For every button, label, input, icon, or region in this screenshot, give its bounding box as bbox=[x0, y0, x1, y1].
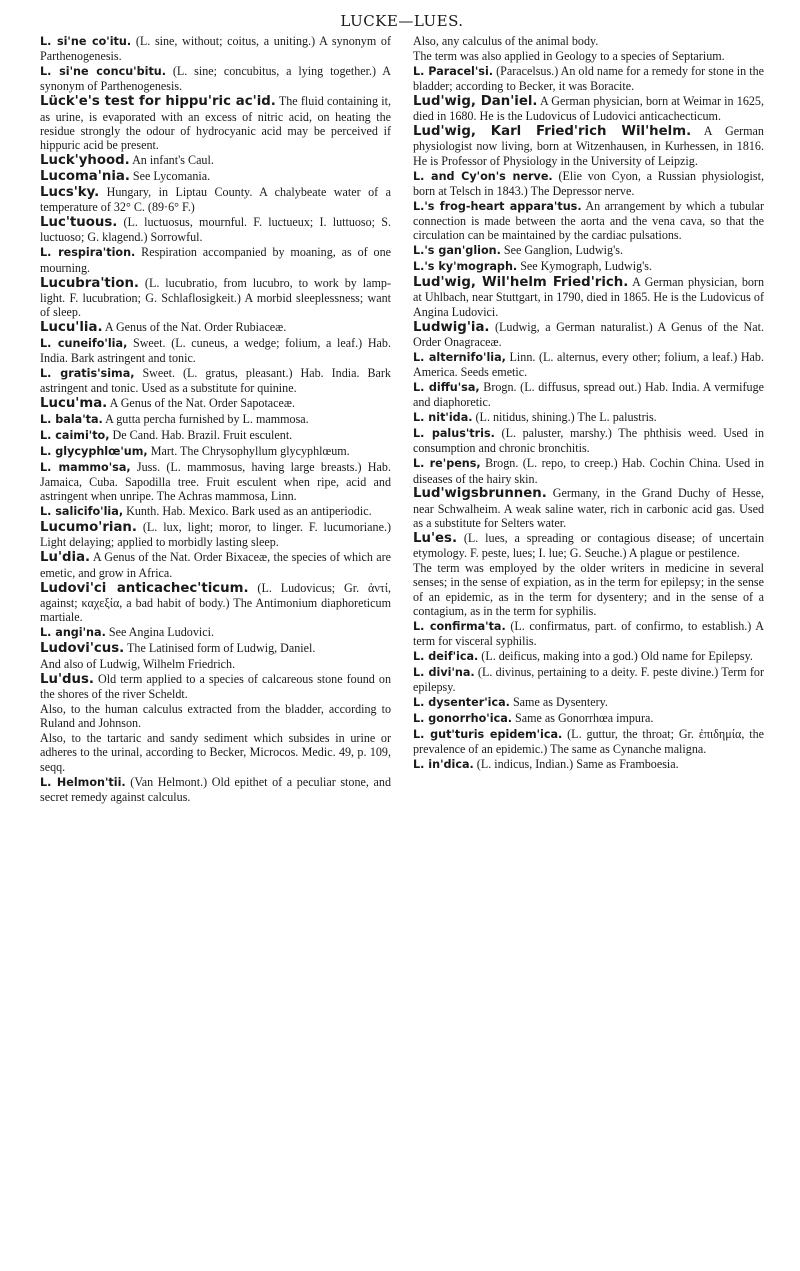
entry-definition: Respiration accompanied by moaning, as of one mourning. bbox=[40, 245, 391, 275]
entry-headword: Lucoma'nia. bbox=[40, 169, 130, 185]
entry-definition: Brogn. (L. repo, to creep.) Hab. Cochin China. Used in diseases of the hairy skin. bbox=[413, 456, 764, 486]
entry-headword: Ludwig'ia. bbox=[413, 319, 490, 335]
dictionary-entry bbox=[40, 215, 391, 245]
entry-headword: Luck'yhood. bbox=[40, 153, 130, 169]
entry-headword: L. glycyphlœ'um, bbox=[40, 444, 148, 458]
entry-definition: See Kymograph, Ludwig's. bbox=[517, 259, 653, 274]
dictionary-entry bbox=[40, 412, 391, 427]
entry-headword: Lück'e's test for hippu'ric ac'id. bbox=[40, 94, 276, 110]
entry-headword: L. caimi'to, bbox=[40, 429, 110, 443]
dictionary-entry bbox=[40, 245, 391, 275]
dictionary-entry bbox=[413, 531, 764, 561]
entry-headword: L. divi'na. bbox=[413, 665, 475, 679]
entry-definition: (L. sine; concubitus, a lying together.) A synonym of Parthenogenesis. bbox=[40, 64, 391, 94]
entry-definition: A German physician, born at Uhlbach, near Stuttgart, in 1790, died in 1865. He is the Ludovicus of Angina Ludovici. bbox=[413, 275, 765, 319]
dictionary-entry bbox=[40, 550, 391, 580]
dictionary-entry bbox=[413, 410, 764, 425]
entry-definition: Also, any calculus of the animal body. bbox=[413, 34, 599, 48]
entry-definition: Juss. (L. mammosus, having large breasts.) Hab. Jamaica, Cuba. Sapodilla tree. Fruit esculent when ripe, acid and astringent when unripe. The Achras mammosa, Linn. bbox=[40, 459, 391, 504]
entry-definition: (L. guttur, the throat; Gr. ἐπιδημία, the prevalence of an epidemic.) The same as Cynanche maligna. bbox=[413, 726, 764, 757]
entry-headword: L. mammo'sa, bbox=[40, 460, 131, 474]
columns bbox=[40, 34, 764, 805]
entry-headword: L. alternifo'lia, bbox=[413, 350, 506, 364]
entry-definition: Old term applied to a species of calcareous stone found on the shores of the river Scheldt. bbox=[40, 671, 391, 702]
dictionary-entry bbox=[40, 94, 391, 152]
entry-headword: L. bala'ta. bbox=[40, 413, 103, 427]
dictionary-entry bbox=[40, 641, 391, 656]
entry-headword: Lud'wig, Wil'helm Fried'rich. bbox=[413, 275, 629, 291]
entry-headword: L.'s frog-heart appara'tus. bbox=[413, 199, 582, 213]
entry-definition: A Genus of the Nat. Order Rubiaceæ. bbox=[102, 319, 287, 334]
entry-headword: L. deif'ica. bbox=[413, 650, 479, 664]
dictionary-entry bbox=[413, 727, 764, 757]
dictionary-entry bbox=[40, 672, 391, 702]
entry-headword: Lu'dus. bbox=[40, 671, 94, 687]
entry-headword: Lucu'ma. bbox=[40, 396, 108, 412]
entry-headword: L. in'dica. bbox=[413, 758, 474, 772]
dictionary-entry bbox=[40, 460, 391, 504]
dictionary-entry bbox=[413, 169, 764, 199]
entry-definition: The term was also applied in Geology to a species of Septarium. bbox=[413, 48, 725, 63]
dictionary-entry bbox=[413, 456, 764, 486]
dictionary-entry bbox=[40, 185, 391, 215]
dictionary-entry bbox=[40, 504, 391, 519]
entry-definition: (Paracelsus.) An old name for a remedy for stone in the bladder; according to Becker, it was Boracite. bbox=[413, 63, 764, 94]
entry-definition: The term was employed by the older writers in medicine in several senses; in the sense of expiation, as in the term for epilepsy; in the sense of an epidemic, as in the term for dysentery; and in the sense of a contagium, as in the term for syphilis. bbox=[413, 561, 764, 618]
entry-definition: See Angina Ludovici. bbox=[105, 625, 214, 640]
dictionary-entry bbox=[413, 711, 764, 726]
entry-definition: (L. nitidus, shining.) The L. palustris. bbox=[472, 410, 657, 425]
entry-definition: A gutta percha furnished by L. mammosa. bbox=[102, 412, 309, 427]
entry-headword: L.'s gan'glion. bbox=[413, 244, 501, 258]
entry-definition: (Van Helmont.) Old epithet of a peculiar stone, and secret remedy against calculus. bbox=[40, 774, 391, 804]
entry-definition: (L. Ludovicus; Gr. ἀντί, against; καχεξία, a bad habit of body.) The Antimonium diaphoreticum martiale. bbox=[40, 580, 391, 625]
entry-definition: A Genus of the Nat. Order Sapotaceæ. bbox=[107, 396, 295, 411]
entry-headword: L. dysenter'ica. bbox=[413, 696, 510, 710]
entry-headword: Lu'es. bbox=[413, 530, 457, 546]
entry-headword: L. re'pens, bbox=[413, 457, 481, 471]
dictionary-entry bbox=[40, 34, 391, 64]
entry-headword: L. si'ne co'itu. bbox=[40, 35, 132, 48]
entry-definition: Hungary, in Liptau County. A chalybeate water of a temperature of 32° C. (89·6° F.) bbox=[40, 184, 391, 215]
entry-definition: (L. lucubratio, from lucubro, to work by lamp-light. F. lucubration; G. Schlaflosigkeit.) A morbid sleeplessness; want of sleep. bbox=[40, 275, 391, 320]
entry-headword: L. Paracel'si. bbox=[413, 64, 494, 78]
entry-definition: Sweet. (L. cuneus, a wedge; folium, a leaf.) Hab. India. Bark astringent and tonic. bbox=[40, 335, 391, 366]
entry-definition: Germany, in the Grand Duchy of Hesse, near Schwalheim. A weak saline water, rich in carbonic acid gas. Used as a substitute for Selters water. bbox=[413, 486, 764, 530]
entry-headword: Lud'wig, Dan'iel. bbox=[413, 93, 538, 109]
entry-headword: Luc'tuous. bbox=[40, 215, 118, 231]
running-header: LUCKE—LUES. bbox=[340, 12, 464, 30]
entry-definition: (Elie von Cyon, a Russian physiologist, born at Telsch in 1843.) The Depressor nerve. bbox=[413, 168, 764, 198]
entry-definition: An infant's Caul. bbox=[129, 153, 214, 168]
dictionary-entry bbox=[413, 350, 764, 380]
entry-definition: Same as Gonorrhœa impura. bbox=[512, 711, 654, 726]
entry-definition: Brogn. (L. diffusus, spread out.) Hab. India. A vermifuge and diaphoretic. bbox=[413, 379, 764, 410]
entry-definition: (L. luctuosus, mournful. F. luctueux; I. luttuoso; S. luctuoso; G. klagend.) Sorrowful. bbox=[40, 215, 391, 245]
dictionary-entry bbox=[40, 320, 391, 335]
entry-headword: Lucumo'rian. bbox=[40, 520, 137, 536]
entry-definition: A Genus of the Nat. Order Bixaceæ, the species of which are emetic, and grow in Africa. bbox=[40, 550, 391, 580]
dictionary-entry bbox=[40, 625, 391, 640]
dictionary-entry bbox=[413, 426, 764, 456]
entry-definition: Also, to the human calculus extracted from the bladder, according to Ruland and Johnson. bbox=[40, 701, 391, 731]
entry-definition: Also, to the tartaric and sandy sediment which subsides in urine or adheres to the urinal, according to Becker, Microcos. Medic. 49, p. 109, seqq. bbox=[40, 731, 391, 774]
entry-headword: L. si'ne concu'bitu. bbox=[40, 65, 167, 79]
entry-headword: Lud'wigsbrunnen. bbox=[413, 486, 547, 502]
dictionary-entry bbox=[413, 34, 764, 48]
dictionary-entry bbox=[413, 665, 764, 695]
entry-definition: Sweet. (L. gratus, pleasant.) Hab. India. Bark astringent and tonic. Used as a substitute for quinine. bbox=[40, 366, 391, 396]
entry-headword: L. and Cy'on's nerve. bbox=[413, 169, 553, 183]
entry-headword: L. confirma'ta. bbox=[413, 619, 506, 633]
entry-definition: (L. indicus, Indian.) Same as Framboesia. bbox=[473, 757, 679, 772]
entry-headword: Lucs'ky. bbox=[40, 184, 100, 200]
dictionary-entry bbox=[40, 153, 391, 168]
entry-definition: Same as Dysentery. bbox=[509, 695, 608, 710]
left-column bbox=[40, 34, 391, 805]
entry-definition: (Ludwig, a German naturalist.) A Genus of the Nat. Order Onagraceæ. bbox=[413, 319, 764, 349]
dictionary-entry bbox=[413, 259, 764, 274]
dictionary-entry bbox=[40, 775, 391, 805]
entry-definition: Linn. (L. alternus, every other; folium, a leaf.) Hab. America. Seeds emetic. bbox=[413, 349, 764, 380]
entry-headword: Lu'dia. bbox=[40, 550, 91, 566]
dictionary-entry bbox=[413, 94, 764, 124]
dictionary-entry bbox=[40, 520, 391, 550]
entry-headword: L. gut'turis epidem'ica. bbox=[413, 727, 563, 741]
entry-headword: L. gratis'sima, bbox=[40, 367, 135, 381]
entry-headword: L. gonorrho'ica. bbox=[413, 712, 512, 726]
entry-definition: A German physiologist now living, born at Witzenhausen, in Kurhessen, in 1816. He is Professor of Physiology in the University of Leipzig. bbox=[413, 124, 764, 168]
entry-definition: De Cand. Hab. Brazil. Fruit esculent. bbox=[109, 428, 293, 443]
dictionary-entry bbox=[413, 619, 764, 649]
dictionary-entry bbox=[40, 731, 391, 774]
dictionary-entry bbox=[40, 581, 391, 625]
dictionary-entry bbox=[413, 757, 764, 772]
entry-headword: L. nit'ida. bbox=[413, 411, 473, 425]
dictionary-entry bbox=[40, 444, 391, 459]
dictionary-entry bbox=[40, 396, 391, 411]
entry-headword: L. palus'tris. bbox=[413, 427, 495, 441]
dictionary-entry bbox=[413, 275, 764, 319]
dictionary-entry bbox=[413, 243, 764, 258]
entry-definition: (L. lux, light; moror, to linger. F. lucumoriane.) Light delaying; applied to morbidly lasting sleep. bbox=[40, 520, 391, 550]
dictionary-entry bbox=[40, 702, 391, 731]
dictionary-entry bbox=[413, 380, 764, 410]
entry-definition: The fluid containing it, as urine, is evaporated with an excess of nitric acid, on heating the residue strongly the odour of hydrocyanic acid may be perceived if hippuric acid be present. bbox=[40, 94, 391, 153]
entry-headword: L. diffu'sa, bbox=[413, 380, 480, 394]
entry-definition: Kunth. Hab. Mexico. Bark used as an antiperiodic. bbox=[123, 504, 372, 519]
entry-definition: The Latinised form of Ludwig, Daniel. bbox=[124, 640, 316, 655]
dictionary-entry bbox=[413, 561, 764, 618]
dictionary-entry bbox=[413, 486, 764, 530]
entry-definition: Mart. The Chrysophyllum glycyphlœum. bbox=[147, 443, 350, 458]
dictionary-entry bbox=[40, 657, 391, 671]
dictionary-entry bbox=[413, 320, 764, 350]
entry-headword: L. salicifo'lia, bbox=[40, 505, 124, 519]
entry-headword: Lucu'lia. bbox=[40, 319, 103, 335]
entry-definition: (L. paluster, marshy.) The phthisis weed. Used in consumption and chronic bronchitis. bbox=[413, 426, 764, 456]
entry-headword: L. Helmon'tii. bbox=[40, 775, 126, 789]
entry-headword: L.'s ky'mograph. bbox=[413, 260, 518, 274]
dictionary-entry bbox=[40, 276, 391, 320]
entry-definition: See Ganglion, Ludwig's. bbox=[500, 243, 623, 258]
dictionary-entry bbox=[40, 428, 391, 443]
entry-headword: Ludovi'cus. bbox=[40, 640, 125, 656]
entry-headword: Lud'wig, Karl Fried'rich Wil'helm. bbox=[413, 124, 692, 140]
entry-definition: (L. confirmatus, part. of confirmo, to establish.) A term for visceral syphilis. bbox=[413, 618, 764, 649]
entry-definition: (L. divinus, pertaining to a deity. F. peste divine.) Term for epilepsy. bbox=[413, 664, 764, 695]
dictionary-entry bbox=[413, 199, 764, 243]
entry-definition: And also of Ludwig, Wilhelm Friedrich. bbox=[40, 656, 236, 671]
entry-headword: Ludovi'ci anticachec'ticum. bbox=[40, 580, 249, 596]
entry-headword: L. angi'na. bbox=[40, 626, 106, 640]
dictionary-entry bbox=[413, 649, 764, 664]
right-column bbox=[413, 34, 764, 805]
entry-headword: L. respira'tion. bbox=[40, 246, 136, 260]
entry-definition: (L. lues, a spreading or contagious disease; of uncertain etymology. F. peste, lues; I. lue; G. Seuche.) A plague or pestilence. bbox=[413, 530, 764, 561]
dictionary-entry bbox=[413, 64, 764, 94]
dictionary-entry bbox=[413, 695, 764, 710]
dictionary-entry bbox=[40, 366, 391, 396]
dictionary-entry bbox=[40, 336, 391, 366]
dictionary-entry bbox=[40, 169, 391, 184]
entry-definition: (L. deificus, making into a god.) Old name for Epilepsy. bbox=[478, 649, 753, 664]
entry-definition: (L. sine, without; coitus, a uniting.) A synonym of Parthenogenesis. bbox=[40, 34, 392, 64]
entry-headword: L. cuneifo'lia, bbox=[40, 336, 128, 350]
entry-headword: Lucubra'tion. bbox=[40, 275, 139, 291]
dictionary-entry bbox=[413, 124, 764, 168]
entry-definition: An arrangement by which a tubular connection is made between the aorta and the vena cava, so that the circulation can be maintained by the cardiac pulsations. bbox=[413, 198, 764, 243]
entry-definition: A German physician, born at Weimar in 1625, died in 1680. He is the Ludovicus of Ludovici anticachecticum. bbox=[413, 93, 764, 124]
dictionary-entry bbox=[40, 64, 391, 94]
entry-definition: See Lycomania. bbox=[129, 169, 211, 184]
dictionary-entry bbox=[413, 49, 764, 63]
